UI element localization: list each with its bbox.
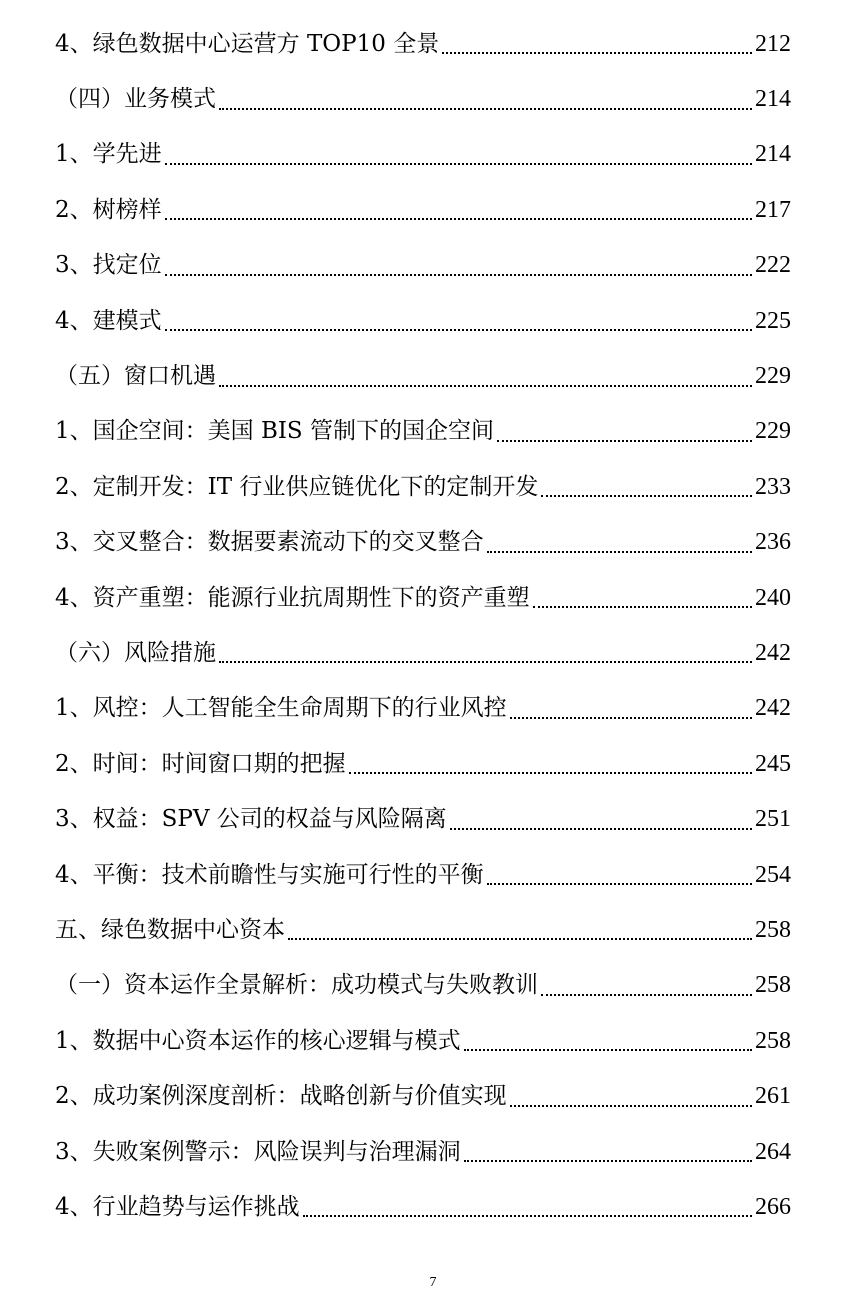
toc-entry-title: 2、时间：时间窗口期的把握 [55,750,346,777]
dot-leader [219,660,752,663]
dot-leader [497,439,752,442]
dot-leader [464,1159,752,1162]
toc-entry[interactable] [55,127,791,182]
toc-entry-title: 4、建模式 [55,307,162,334]
dot-leader [510,716,752,719]
toc-entry-page: 212 [755,30,791,57]
toc-entry-title: （五）窗口机遇 [55,363,216,390]
toc-entry-title: 4、平衡：技术前瞻性与实施可行性的平衡 [55,861,484,888]
toc-entry[interactable] [55,238,791,293]
dot-leader [450,827,752,830]
toc-entry[interactable] [55,404,791,459]
dot-leader [464,1048,752,1051]
toc-entry-page: 229 [755,418,791,445]
toc-entry-title: 3、权益：SPV 公司的权益与风险隔离 [55,806,447,833]
dot-leader [487,882,752,885]
toc-entry-page: 242 [755,639,791,666]
toc-entry-page: 266 [755,1193,791,1220]
toc-entry-page: 258 [755,1027,791,1054]
toc-entry-page: 245 [755,750,791,777]
toc-entry[interactable] [55,1013,791,1068]
toc-entry[interactable] [55,515,791,570]
dot-leader [219,384,752,387]
dot-leader [510,1104,752,1107]
dot-leader [303,1214,752,1217]
toc-entry-page: 233 [755,473,791,500]
toc-entry-title: 1、学先进 [55,141,162,168]
dot-leader [349,771,752,774]
toc-entry-title: （四）业务模式 [55,86,216,113]
dot-leader [165,328,752,331]
toc-entry-title: 4、绿色数据中心运营方 TOP10 全景 [55,30,440,57]
toc-entry-title: 2、定制开发：IT 行业供应链优化下的定制开发 [55,473,539,500]
dot-leader [165,273,752,276]
toc-entry-page: 242 [755,695,791,722]
toc-entry[interactable] [55,736,791,791]
dot-leader [541,494,752,497]
toc-entry-page: 214 [755,141,791,168]
toc-entry-page: 264 [755,1138,791,1165]
toc-entry[interactable] [55,71,791,126]
toc-entry-title: （六）风险措施 [55,639,216,666]
toc-entry[interactable] [55,791,791,846]
toc-entry[interactable] [55,1124,791,1179]
toc-entry-page: 258 [755,972,791,999]
toc-entry-page: 251 [755,806,791,833]
toc-entry-page: 258 [755,916,791,943]
toc-entry-title: 4、资产重塑：能源行业抗周期性下的资产重塑 [55,584,530,611]
toc-entry-title: （一）资本运作全景解析：成功模式与失败教训 [55,972,538,999]
toc-entry-title: 五、绿色数据中心资本 [55,916,285,943]
toc-entry-title: 1、风控：人工智能全生命周期下的行业风控 [55,695,507,722]
toc-entry[interactable] [55,570,791,625]
toc-entry-title: 1、数据中心资本运作的核心逻辑与模式 [55,1027,461,1054]
dot-leader [165,217,752,220]
toc-entry-page: 229 [755,363,791,390]
dot-leader [165,162,752,165]
toc-entry[interactable] [55,293,791,348]
toc-entry[interactable] [55,1068,791,1123]
toc-entry-page: 261 [755,1083,791,1110]
dot-leader [533,605,752,608]
toc-entry-page: 240 [755,584,791,611]
toc-entry[interactable] [55,348,791,403]
toc-entry-title: 3、找定位 [55,252,162,279]
dot-leader [541,993,752,996]
toc-entry[interactable] [55,958,791,1013]
toc-entry-title: 3、交叉整合：数据要素流动下的交叉整合 [55,529,484,556]
toc-entry-title: 3、失败案例警示：风险误判与治理漏洞 [55,1138,461,1165]
toc-entry[interactable] [55,681,791,736]
toc-entry-page: 225 [755,307,791,334]
dot-leader [487,550,752,553]
toc-entry[interactable] [55,847,791,902]
toc-entry[interactable] [55,1179,791,1234]
page-number: 7 [429,1275,437,1290]
toc-entry-title: 4、行业趋势与运作挑战 [55,1193,300,1220]
table-of-contents [55,16,791,1235]
toc-entry[interactable] [55,902,791,957]
toc-entry-title: 2、树榜样 [55,196,162,223]
dot-leader [442,51,752,54]
toc-entry-title: 2、成功案例深度剖析：战略创新与价值实现 [55,1083,507,1110]
toc-entry[interactable] [55,182,791,237]
toc-entry[interactable] [55,625,791,680]
dot-leader [219,107,752,110]
toc-entry-page: 236 [755,529,791,556]
toc-entry[interactable] [55,16,791,71]
dot-leader [288,937,752,940]
toc-entry-page: 214 [755,86,791,113]
toc-entry[interactable] [55,459,791,514]
toc-entry-title: 1、国企空间：美国 BIS 管制下的国企空间 [55,418,494,445]
toc-entry-page: 222 [755,252,791,279]
toc-entry-page: 254 [755,861,791,888]
toc-entry-page: 217 [755,196,791,223]
